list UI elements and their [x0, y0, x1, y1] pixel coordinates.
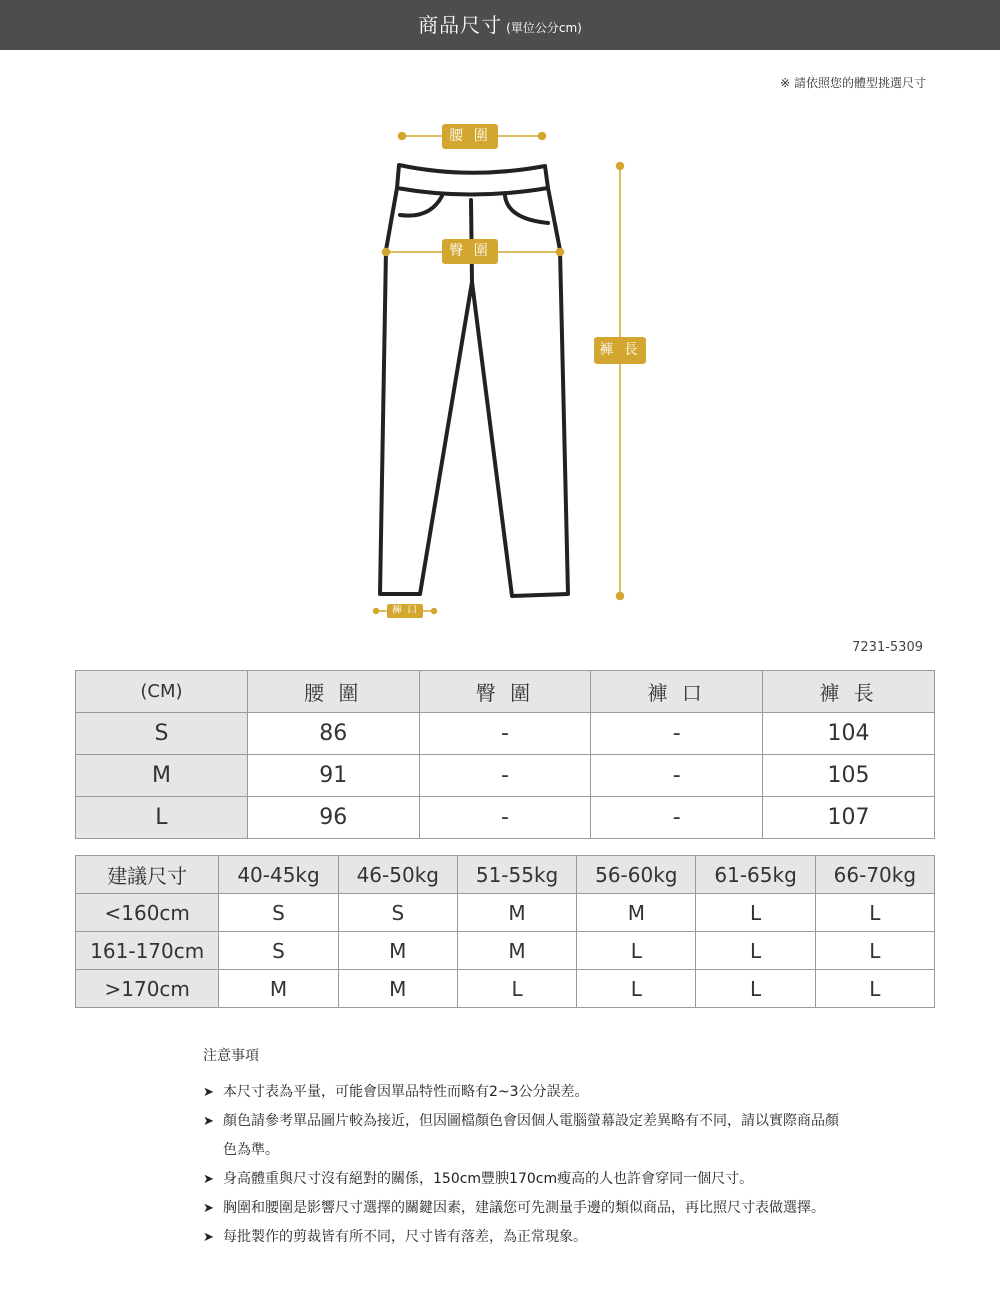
list-item: [203, 1194, 843, 1223]
table-header-cell: 褲 口: [591, 671, 763, 713]
table-cell: 91: [247, 755, 419, 797]
product-code: 7231-5309: [852, 640, 923, 655]
note-text: 顏色請參考單品圖片較為接近，但因圖檔顏色會因個人電腦螢幕設定差異略有不同，請以實際商品顏色為準。: [223, 1113, 839, 1158]
arrow-right-icon: ➤: [203, 1201, 214, 1216]
table-cell: M: [457, 894, 576, 932]
recommend-size-table: [75, 855, 935, 1008]
table-cell: S: [219, 894, 338, 932]
table-row: [76, 797, 935, 839]
table-row: [76, 894, 935, 932]
table-cell: L: [696, 970, 815, 1008]
table-cell: L: [577, 932, 696, 970]
arrow-right-icon: ➤: [203, 1230, 214, 1245]
table-cell: -: [419, 755, 591, 797]
table-cell: L: [696, 932, 815, 970]
table-cell: 96: [247, 797, 419, 839]
waist-label: 腰 圍: [442, 124, 498, 149]
table-header-cell: 46-50kg: [338, 856, 457, 894]
length-measure-line: [617, 163, 624, 600]
height-label: >170cm: [76, 970, 219, 1008]
size-table: [75, 670, 935, 839]
table-cell: M: [219, 970, 338, 1008]
table-cell: M: [457, 932, 576, 970]
hem-label: 褲 口: [387, 604, 423, 618]
note-text: 本尺寸表為平量，可能會因單品特性而略有2~3公分誤差。: [223, 1084, 589, 1100]
table-header-cell: 褲 長: [763, 671, 935, 713]
note-text: 身高體重與尺寸沒有絕對的關係，150cm豐腴170cm瘦高的人也許會穿同一個尺寸。: [223, 1171, 754, 1187]
table-header-cell: 61-65kg: [696, 856, 815, 894]
list-item: [203, 1165, 843, 1194]
pants-diagram: [0, 100, 1000, 630]
table-row: [76, 713, 935, 755]
size-label: L: [76, 797, 248, 839]
note-text: 每批製作的剪裁皆有所不同，尺寸皆有落差，為正常現象。: [223, 1229, 587, 1245]
table-header-cell: 腰 圍: [247, 671, 419, 713]
table-cell: M: [338, 932, 457, 970]
table-header-cell: 56-60kg: [577, 856, 696, 894]
list-item: [203, 1078, 843, 1107]
table-cell: L: [815, 894, 934, 932]
table-cell: 105: [763, 755, 935, 797]
notes-list: [203, 1078, 843, 1252]
note-text: 胸圍和腰圍是影響尺寸選擇的關鍵因素，建議您可先測量手邊的類似商品，再比照尺寸表做選擇。: [223, 1200, 825, 1216]
table-header-cell: 66-70kg: [815, 856, 934, 894]
page-title: 商品尺寸: [418, 13, 503, 37]
size-tip: ※ 請依照您的體型挑選尺寸: [780, 76, 926, 90]
table-cell: M: [577, 894, 696, 932]
table-cell: -: [591, 755, 763, 797]
table-cell: -: [419, 713, 591, 755]
table-cell: L: [815, 970, 934, 1008]
table-row: [76, 755, 935, 797]
pants-outline: [380, 165, 568, 596]
table-cell: 86: [247, 713, 419, 755]
table-header-row: [76, 671, 935, 713]
table-cell: -: [591, 713, 763, 755]
table-cell: S: [219, 932, 338, 970]
hip-label: 臀 圍: [442, 239, 498, 264]
page-header: [0, 0, 1000, 50]
table-header-cell: (CM): [76, 671, 248, 713]
size-label: S: [76, 713, 248, 755]
table-cell: L: [457, 970, 576, 1008]
table-header-cell: 臀 圍: [419, 671, 591, 713]
table-row: [76, 932, 935, 970]
table-header-cell: 51-55kg: [457, 856, 576, 894]
list-item: [203, 1223, 843, 1252]
list-item: [203, 1107, 843, 1165]
table-header-cell: 建議尺寸: [76, 856, 219, 894]
table-cell: 107: [763, 797, 935, 839]
height-label: <160cm: [76, 894, 219, 932]
size-label: M: [76, 755, 248, 797]
arrow-right-icon: ➤: [203, 1172, 214, 1187]
arrow-right-icon: ➤: [203, 1085, 214, 1100]
notes-title: 注意事項: [203, 1048, 259, 1064]
height-label: 161-170cm: [76, 932, 219, 970]
table-cell: L: [577, 970, 696, 1008]
table-header-row: [76, 856, 935, 894]
table-cell: M: [338, 970, 457, 1008]
table-cell: 104: [763, 713, 935, 755]
notes-section: [203, 1045, 843, 1252]
table-cell: S: [338, 894, 457, 932]
unit-note: (單位公分cm): [506, 21, 582, 35]
table-cell: L: [815, 932, 934, 970]
pants-illustration: [0, 100, 1000, 630]
table-cell: L: [696, 894, 815, 932]
table-cell: -: [419, 797, 591, 839]
arrow-right-icon: ➤: [203, 1114, 214, 1129]
table-row: [76, 970, 935, 1008]
length-label: 褲 長: [594, 337, 646, 364]
table-cell: -: [591, 797, 763, 839]
table-header-cell: 40-45kg: [219, 856, 338, 894]
